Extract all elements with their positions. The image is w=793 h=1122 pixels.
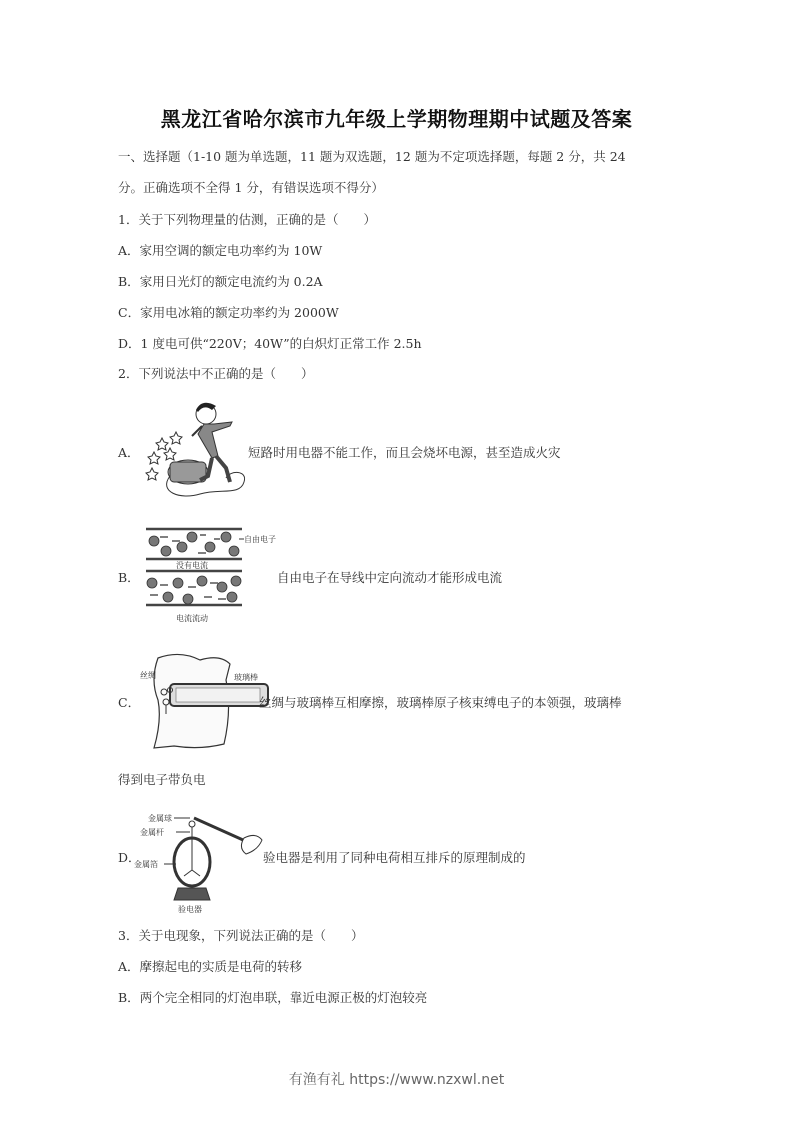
question-2-option-d-label: D． xyxy=(118,850,141,865)
question-1-option-a xyxy=(118,241,322,259)
question-2-stem: 2．下列说法中不正确的是（ ） xyxy=(118,366,314,381)
option-text: 家用电冰箱的额定功率约为 2000W xyxy=(140,305,339,320)
question-2-option-c-text-cont: 得到电子带负电 xyxy=(118,772,206,787)
question-1-option-c xyxy=(118,303,339,321)
option-text: 1 度电可供“220V；40W”的白炽灯正常工作 2.5h xyxy=(140,336,422,351)
figure-label-glass-rod: 玻璃棒 xyxy=(234,673,258,682)
question-2-option-a-label: A． xyxy=(118,445,140,460)
option-label: B． xyxy=(118,990,140,1005)
question-2-option-c-text: 丝绸与玻璃棒互相摩擦，玻璃棒原子核束缚电子的本领强，玻璃棒 xyxy=(259,695,622,710)
figure-label-metal-rod: 金属杆 xyxy=(140,828,164,837)
figure-label-no-current: 没有电流 xyxy=(176,561,208,570)
question-2-option-c-label: C． xyxy=(118,695,141,710)
electroscope-figure xyxy=(134,810,264,914)
option-text: 摩擦起电的实质是电荷的转移 xyxy=(139,959,303,974)
question-3-stem: 3．关于电现象，下列说法正确的是（ ） xyxy=(118,928,364,943)
document-title: 黑龙江省哈尔滨市九年级上学期物理期中试题及答案 xyxy=(160,107,633,131)
short-circuit-cartoon-figure xyxy=(140,396,250,504)
figure-label-silk: 丝绸 xyxy=(140,671,156,680)
option-label: A． xyxy=(118,243,140,258)
question-3-option-b xyxy=(118,988,427,1006)
question-3-option-a xyxy=(118,957,302,975)
figure-label-metal-foil: 金属箔 xyxy=(134,860,158,869)
footer-watermark: 有渔有礼 https://www.nzxwl.net xyxy=(288,1072,505,1088)
section-header-line1: 一、选择题（1-10 题为单选题，11 题为双选题，12 题为不定项选择题，每题 2 分，共 24 xyxy=(118,149,626,164)
option-text: 家用空调的额定电功率约为 10W xyxy=(139,243,323,258)
option-text: 家用日光灯的额定电流约为 0.2A xyxy=(139,274,323,289)
question-2-option-d-text: 验电器是利用了同种电荷相互排斥的原理制成的 xyxy=(263,850,526,865)
section-header-line2: 分。正确选项不全得 1 分，有错误选项不得分） xyxy=(118,180,384,195)
figure-label-metal-ball: 金属球 xyxy=(148,814,172,823)
figure-label-current-flow: 电流流动 xyxy=(176,614,208,623)
option-label: B． xyxy=(118,274,140,289)
question-1-option-b xyxy=(118,272,323,290)
option-label: C． xyxy=(118,305,141,320)
free-electron-diagram-figure xyxy=(144,525,284,627)
option-text: 两个完全相同的灯泡串联，靠近电源正极的灯泡较亮 xyxy=(139,990,428,1005)
question-2-option-a-text: 短路时用电器不能工作，而且会烧坏电源，甚至造成火灾 xyxy=(248,445,561,460)
figure-label-electroscope: 验电器 xyxy=(178,905,202,914)
question-2-option-b-text: 自由电子在导线中定向流动才能形成电流 xyxy=(277,570,503,585)
question-1-option-d xyxy=(118,334,422,352)
question-2-option-b-label: B． xyxy=(118,570,140,585)
option-label: D． xyxy=(118,336,141,351)
silk-glass-rod-figure xyxy=(140,650,270,752)
question-1-stem: 1．关于下列物理量的估测，正确的是（ ） xyxy=(118,212,376,227)
option-label: A． xyxy=(118,959,140,974)
figure-label-free-electron: 自由电子 xyxy=(244,535,276,544)
